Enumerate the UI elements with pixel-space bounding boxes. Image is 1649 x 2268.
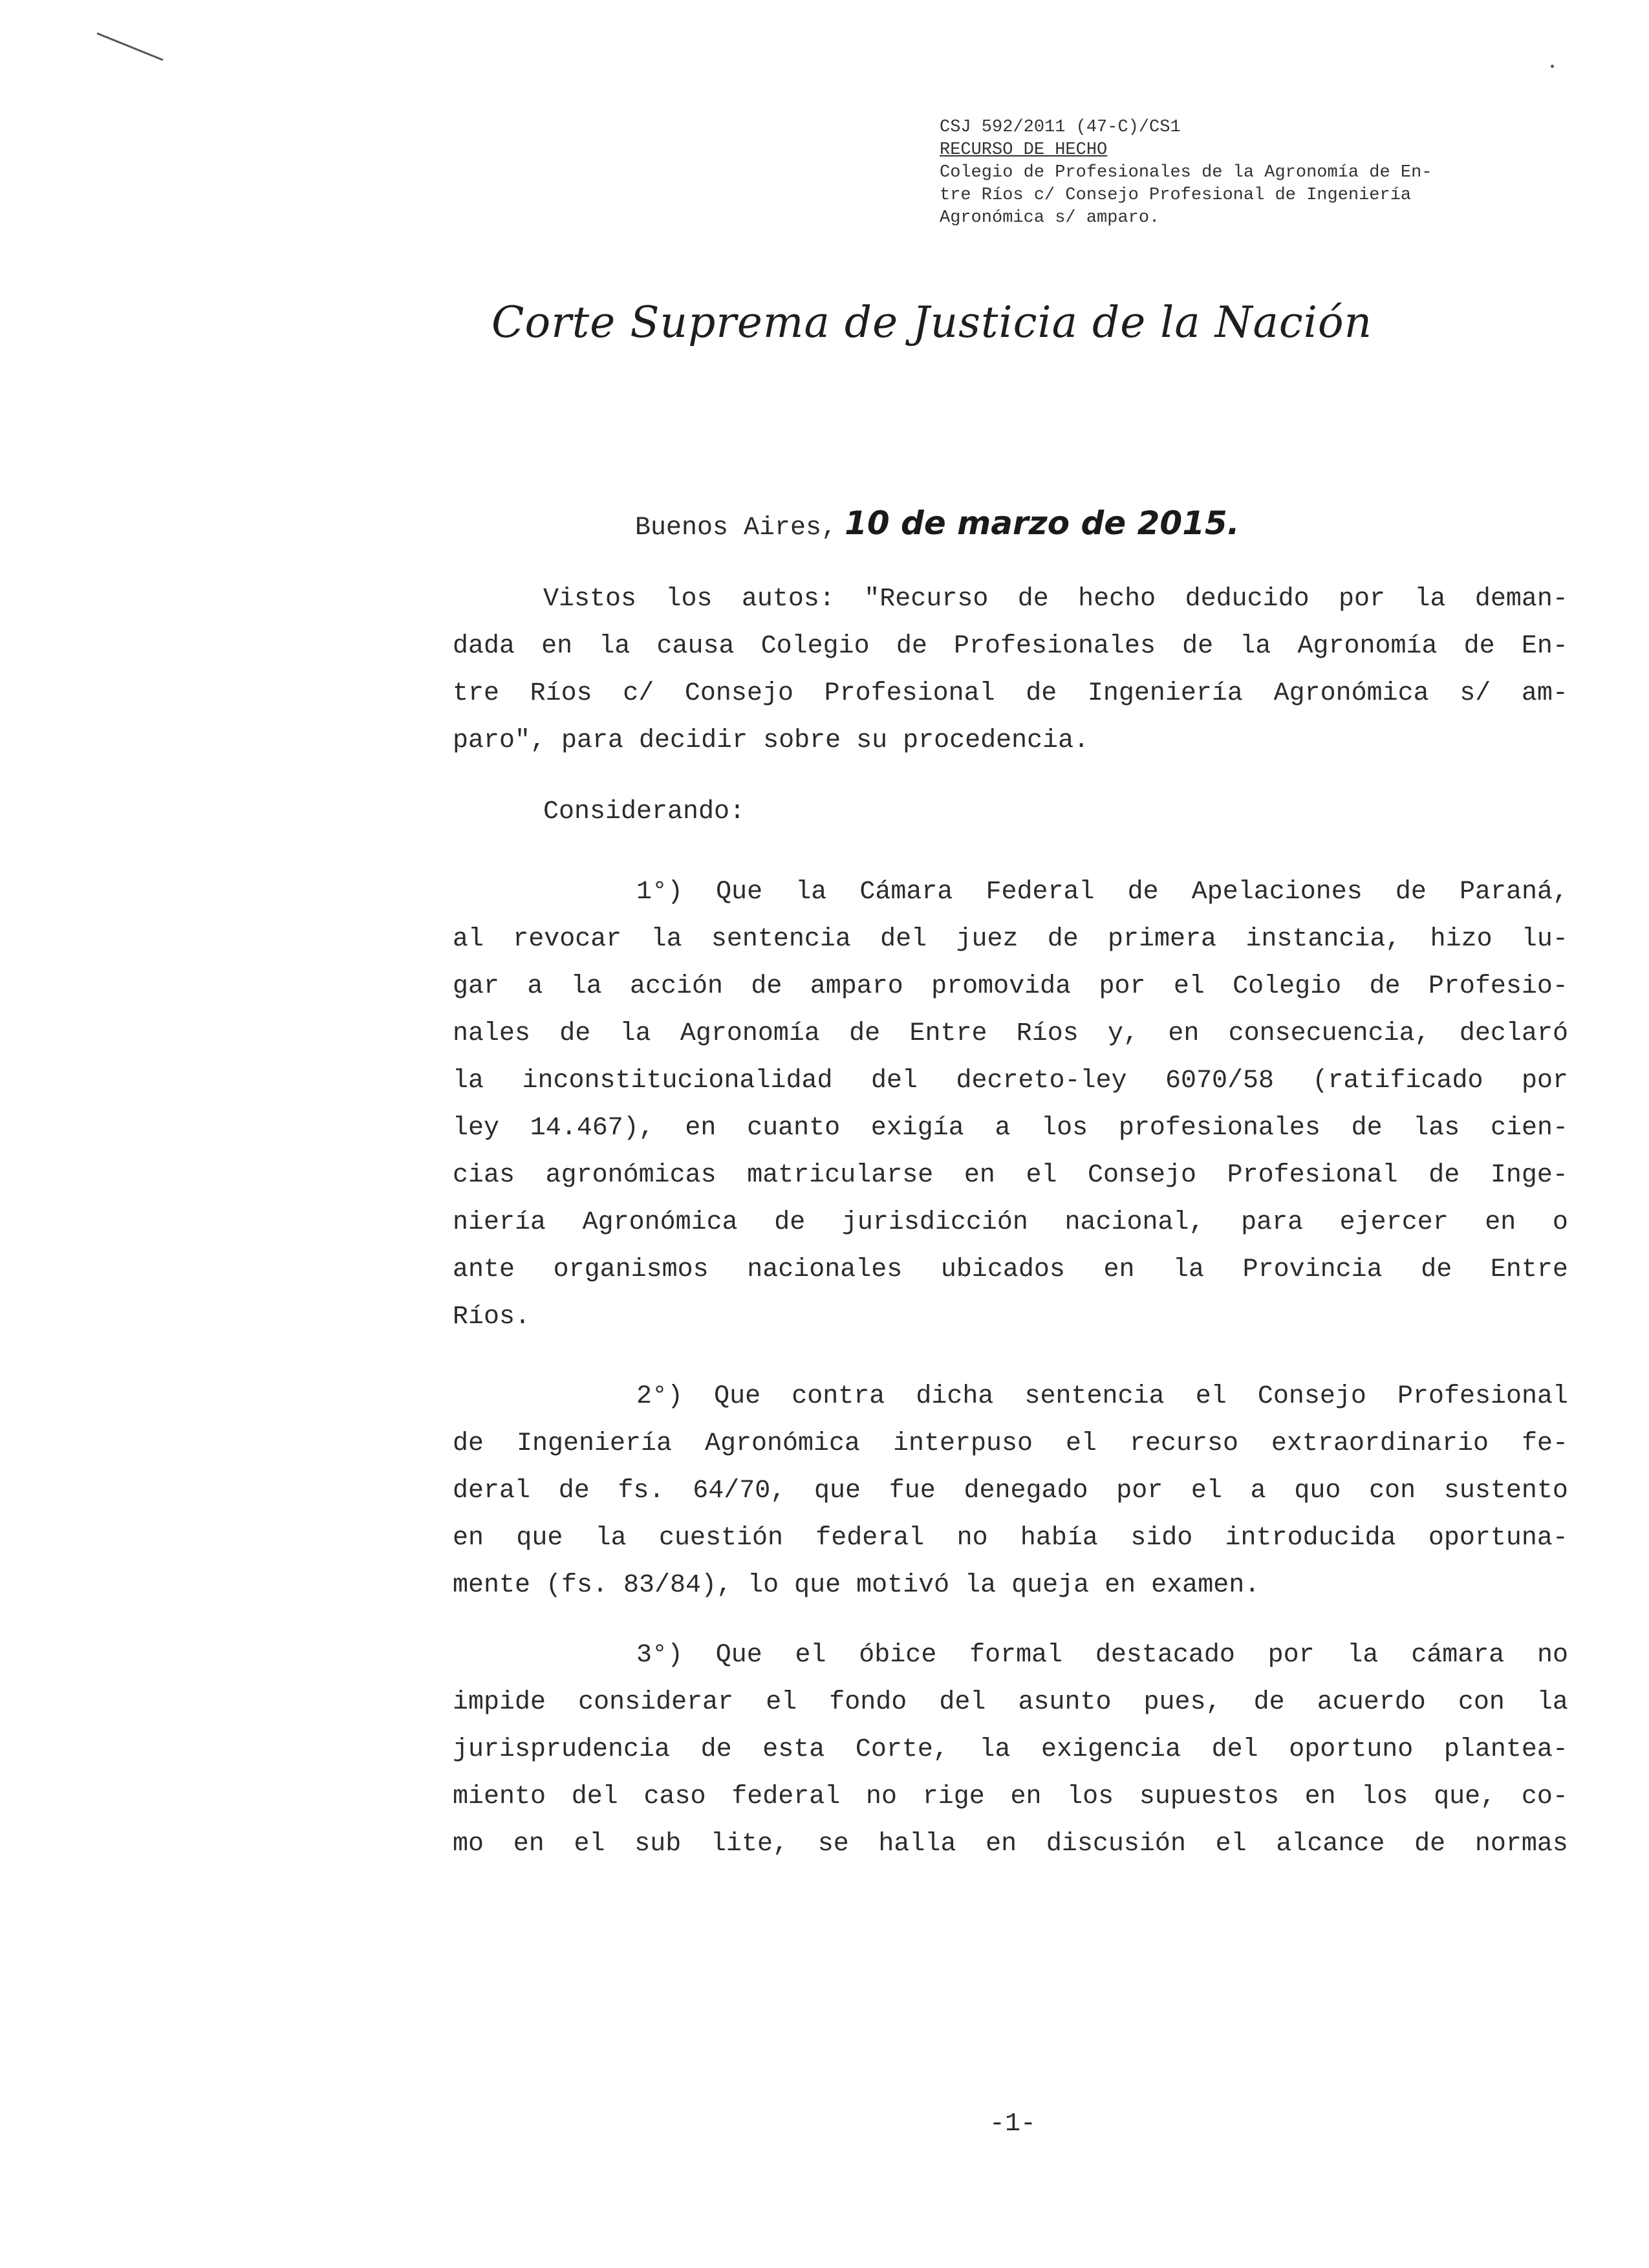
word: en xyxy=(1168,1019,1200,1048)
word: o xyxy=(1552,1208,1568,1237)
word: sentencia xyxy=(711,925,851,954)
date-city: Buenos Aires, xyxy=(635,513,837,543)
word: introducida xyxy=(1225,1524,1396,1553)
word: Profesio- xyxy=(1428,972,1568,1001)
paragraph-line xyxy=(453,1105,1568,1152)
word: dicha xyxy=(916,1382,994,1411)
word: Profesional xyxy=(1397,1382,1568,1411)
paragraph-line xyxy=(453,1467,1568,1515)
vistos-line xyxy=(453,623,1568,670)
word: instancia, xyxy=(1245,925,1401,954)
word: promovida xyxy=(931,972,1072,1001)
word: de xyxy=(1182,632,1214,661)
paragraph-line xyxy=(453,1420,1568,1467)
word: Entre xyxy=(1490,1255,1568,1284)
word: Colegio xyxy=(760,632,870,661)
word: de xyxy=(453,1429,484,1458)
word: sub xyxy=(634,1830,682,1859)
vistos-paragraph xyxy=(453,576,1568,764)
word: Que xyxy=(716,878,763,907)
word: plantea- xyxy=(1443,1735,1568,1764)
word: miento xyxy=(453,1782,546,1811)
word: Ríos xyxy=(530,679,592,708)
word: de xyxy=(751,972,782,1001)
word: Profesional xyxy=(1227,1161,1398,1190)
word: se xyxy=(817,1830,849,1859)
date-line xyxy=(635,504,1240,543)
word: hizo xyxy=(1430,925,1493,954)
word: por xyxy=(1116,1476,1163,1506)
word: la xyxy=(795,878,827,907)
word: del xyxy=(880,925,927,954)
scan-artifact-dot xyxy=(1551,65,1554,68)
word: Consejo xyxy=(1257,1382,1366,1411)
word: de xyxy=(1463,632,1495,661)
word: decreto-ley xyxy=(956,1066,1127,1096)
word: por xyxy=(1339,585,1386,614)
paragraph-line xyxy=(453,916,1568,963)
word: de xyxy=(1395,878,1427,907)
word: Agronómica xyxy=(582,1208,738,1237)
vistos-line xyxy=(453,670,1568,717)
word: Profesionales xyxy=(953,632,1156,661)
paragraph-line xyxy=(453,1199,1568,1246)
word: Cámara xyxy=(859,878,953,907)
word: la xyxy=(1347,1641,1379,1670)
word: Paraná, xyxy=(1459,878,1568,907)
word: había xyxy=(1020,1524,1098,1553)
word: de xyxy=(774,1208,806,1237)
word: en xyxy=(1010,1782,1042,1811)
word: el xyxy=(1026,1161,1057,1190)
word: Consejo xyxy=(1088,1161,1197,1190)
word: no xyxy=(956,1524,988,1553)
word: organismos xyxy=(553,1255,709,1284)
word: Agronomía xyxy=(1297,632,1438,661)
considerando-heading: Considerando: xyxy=(543,797,746,826)
word: Entre xyxy=(909,1019,987,1048)
word: del xyxy=(939,1688,986,1717)
paragraph-line xyxy=(453,1152,1568,1199)
word: en xyxy=(685,1114,717,1143)
word: discusión xyxy=(1046,1830,1186,1859)
word: la xyxy=(1240,632,1271,661)
word: el xyxy=(766,1688,797,1717)
word: asunto xyxy=(1018,1688,1112,1717)
word: revocar xyxy=(513,925,622,954)
paragraph-line xyxy=(453,1679,1568,1726)
word: de xyxy=(700,1735,732,1764)
word: fondo xyxy=(829,1688,907,1717)
paragraph-line: mente (fs. 83/84), lo que motivó la queja en examen. xyxy=(453,1571,1260,1600)
word: acuerdo xyxy=(1317,1688,1426,1717)
word: los xyxy=(665,585,713,614)
word: cuanto xyxy=(747,1114,841,1143)
word: Ríos xyxy=(1016,1019,1079,1048)
word: de xyxy=(1047,925,1079,954)
word: en xyxy=(513,1830,544,1859)
word: la xyxy=(599,632,630,661)
word: dada xyxy=(453,632,515,661)
word: deducido xyxy=(1185,585,1310,614)
word: Corte, xyxy=(855,1735,949,1764)
word: lu- xyxy=(1521,925,1568,954)
word: por xyxy=(1267,1641,1315,1670)
word: jurisprudencia xyxy=(453,1735,671,1764)
word: causa xyxy=(656,632,735,661)
word: el xyxy=(1173,972,1205,1001)
word: alcance xyxy=(1276,1830,1385,1859)
word: cias xyxy=(453,1161,515,1190)
word: Profesional xyxy=(824,679,995,708)
word: Apelaciones xyxy=(1191,878,1363,907)
word: las xyxy=(1413,1114,1460,1143)
word: en xyxy=(986,1830,1017,1859)
case-caption-line-3: Agronómica s/ amparo. xyxy=(940,208,1160,228)
word: lite, xyxy=(710,1830,788,1859)
date-handwritten: 10 de marzo de 2015. xyxy=(845,504,1240,542)
word: profesionales xyxy=(1118,1114,1320,1143)
word: En- xyxy=(1521,632,1568,661)
word: 3°) xyxy=(636,1641,684,1670)
word: primera xyxy=(1108,925,1217,954)
word: al xyxy=(453,925,484,954)
case-caption-line-1: Colegio de Profesionales de la Agronomía de En- xyxy=(940,163,1432,182)
court-title: Corte Suprema de Justicia de la Nación xyxy=(491,297,1373,347)
word: 14.467), xyxy=(530,1114,654,1143)
word: con xyxy=(1369,1476,1416,1506)
word: declaró xyxy=(1459,1019,1568,1048)
word: jurisdicción xyxy=(841,1208,1028,1237)
word: sustento xyxy=(1443,1476,1568,1506)
word: extraordinario xyxy=(1271,1429,1489,1458)
case-header xyxy=(940,116,1509,230)
vistos-line xyxy=(453,576,1568,623)
word: esta xyxy=(762,1735,825,1764)
word: no xyxy=(865,1782,897,1811)
word: normas xyxy=(1474,1830,1568,1859)
word: de xyxy=(1351,1114,1383,1143)
word: en xyxy=(453,1524,484,1553)
word: Inge- xyxy=(1490,1161,1568,1190)
word: contra xyxy=(792,1382,885,1411)
word: Agronómica xyxy=(704,1429,861,1458)
word: a xyxy=(1250,1476,1266,1506)
case-type: RECURSO DE HECHO xyxy=(940,140,1108,160)
word: Provincia xyxy=(1242,1255,1383,1284)
word: am- xyxy=(1521,679,1568,708)
word: sido xyxy=(1130,1524,1193,1553)
word: de xyxy=(849,1019,881,1048)
word: ejercer xyxy=(1339,1208,1449,1237)
word: la xyxy=(1414,585,1446,614)
word: federal xyxy=(731,1782,841,1811)
word: que xyxy=(814,1476,861,1506)
word: quo xyxy=(1294,1476,1341,1506)
word: agronómicas xyxy=(545,1161,717,1190)
paragraph-line xyxy=(453,1726,1568,1773)
word: co- xyxy=(1521,1782,1568,1811)
case-number: CSJ 592/2011 (47-C)/CS1 xyxy=(940,118,1181,137)
word: consecuencia, xyxy=(1228,1019,1430,1048)
word: tre xyxy=(453,679,500,708)
paragraph-line xyxy=(453,1373,1568,1420)
word: pues, xyxy=(1143,1688,1222,1717)
word: con xyxy=(1458,1688,1505,1717)
word: el xyxy=(1215,1830,1247,1859)
paragraph-3 xyxy=(453,1632,1568,1868)
word: de xyxy=(1414,1830,1446,1859)
word: considerar xyxy=(578,1688,734,1717)
word: deral xyxy=(453,1476,531,1506)
word: por xyxy=(1099,972,1146,1001)
word: halla xyxy=(878,1830,956,1859)
word: rige xyxy=(922,1782,985,1811)
word: c/ xyxy=(623,679,654,708)
word: recurso xyxy=(1129,1429,1238,1458)
paragraph-line xyxy=(453,869,1568,916)
word: a xyxy=(527,972,543,1001)
word: de xyxy=(1253,1688,1285,1717)
word: los xyxy=(1361,1782,1408,1811)
word: autos: xyxy=(741,585,835,614)
word: Vistos xyxy=(543,585,637,614)
word: de xyxy=(1127,878,1159,907)
word: 2°) xyxy=(636,1382,684,1411)
word: no xyxy=(1536,1641,1568,1670)
word: s/ xyxy=(1460,679,1491,708)
word: deman- xyxy=(1474,585,1568,614)
word: en xyxy=(541,632,573,661)
paragraph-line xyxy=(453,1010,1568,1057)
word: juez xyxy=(956,925,1018,954)
word: Ingeniería xyxy=(1087,679,1243,708)
word: matricularse xyxy=(747,1161,934,1190)
word: en xyxy=(1485,1208,1516,1237)
word: de xyxy=(1017,585,1049,614)
word: a xyxy=(995,1114,1011,1143)
word: gar xyxy=(453,972,500,1001)
word: Que xyxy=(714,1382,761,1411)
word: en xyxy=(964,1161,995,1190)
word: del xyxy=(871,1066,918,1096)
word: hecho xyxy=(1078,585,1156,614)
word: el xyxy=(574,1830,605,1859)
word: de xyxy=(1026,679,1057,708)
word: 1°) xyxy=(636,878,684,907)
word: la xyxy=(1536,1688,1568,1717)
word: de xyxy=(1421,1255,1452,1284)
word: nacional, xyxy=(1064,1208,1205,1237)
word: en xyxy=(1103,1255,1135,1284)
word: destacado xyxy=(1095,1641,1235,1670)
paragraph-line xyxy=(453,1246,1568,1293)
scan-artifact-mark xyxy=(96,32,163,61)
paragraph-2 xyxy=(453,1373,1568,1609)
word: oportuno xyxy=(1289,1735,1414,1764)
paragraph-line xyxy=(453,1515,1568,1562)
word: acción xyxy=(630,972,724,1001)
word: en xyxy=(1304,1782,1336,1811)
word: Federal xyxy=(986,878,1095,907)
word: los xyxy=(1041,1114,1088,1143)
word: la xyxy=(979,1735,1011,1764)
word: cuestión xyxy=(658,1524,783,1553)
word: del xyxy=(1211,1735,1258,1764)
word: el xyxy=(1065,1429,1097,1458)
word: oportuna- xyxy=(1428,1524,1568,1553)
word: la xyxy=(1173,1255,1205,1284)
word: de xyxy=(558,1476,590,1506)
word: ubicados xyxy=(940,1255,1065,1284)
word: el xyxy=(1195,1382,1227,1411)
word: ante xyxy=(453,1255,515,1284)
word: que xyxy=(516,1524,563,1553)
word: mo xyxy=(453,1830,484,1859)
word: 6070/58 xyxy=(1165,1066,1274,1096)
word: Colegio xyxy=(1233,972,1342,1001)
word: (ratificado xyxy=(1312,1066,1483,1096)
word: Ingeniería xyxy=(516,1429,673,1458)
word: exigía xyxy=(870,1114,964,1143)
word: interpuso xyxy=(892,1429,1033,1458)
paragraph-line xyxy=(453,1632,1568,1679)
word: formal xyxy=(969,1641,1063,1670)
word: de xyxy=(1369,972,1401,1001)
word: del xyxy=(571,1782,618,1811)
word: que, xyxy=(1434,1782,1496,1811)
paragraph-1 xyxy=(453,869,1568,1341)
word: fs. xyxy=(618,1476,665,1506)
word: caso xyxy=(643,1782,706,1811)
word: exigencia xyxy=(1041,1735,1181,1764)
word: amparo xyxy=(810,972,903,1001)
word: cien- xyxy=(1490,1114,1568,1143)
paragraph-line xyxy=(453,963,1568,1010)
paragraph-line: Ríos. xyxy=(453,1302,531,1332)
word: nacionales xyxy=(747,1255,903,1284)
word: y, xyxy=(1108,1019,1139,1048)
word: denegado xyxy=(964,1476,1088,1506)
word: la xyxy=(595,1524,627,1553)
word: la xyxy=(620,1019,651,1048)
word: fe- xyxy=(1521,1429,1568,1458)
case-caption-line-2: tre Ríos c/ Consejo Profesional de Ingeniería xyxy=(940,186,1412,205)
word: fue xyxy=(889,1476,936,1506)
word: supuestos xyxy=(1139,1782,1279,1811)
word: Consejo xyxy=(684,679,793,708)
word: inconstitucionalidad xyxy=(522,1066,833,1096)
word: la xyxy=(651,925,682,954)
word: el xyxy=(795,1641,826,1670)
word: impide xyxy=(453,1688,546,1717)
word: ley xyxy=(453,1114,500,1143)
paragraph-line xyxy=(453,1773,1568,1820)
word: 64/70, xyxy=(693,1476,786,1506)
word: por xyxy=(1521,1066,1568,1096)
word: óbice xyxy=(859,1641,937,1670)
paragraph-line xyxy=(453,1057,1568,1105)
word: la xyxy=(453,1066,484,1096)
word: federal xyxy=(815,1524,925,1553)
word: Que xyxy=(715,1641,762,1670)
word: de xyxy=(559,1019,591,1048)
word: sentencia xyxy=(1024,1382,1165,1411)
word: Agronómica xyxy=(1273,679,1429,708)
word: la xyxy=(570,972,602,1001)
vistos-line: paro", para decidir sobre su procedencia. xyxy=(453,726,1090,755)
word: "Recurso xyxy=(864,585,989,614)
paragraph-line xyxy=(453,1820,1568,1868)
word: niería xyxy=(453,1208,546,1237)
word: de xyxy=(1428,1161,1460,1190)
page-number: -1- xyxy=(989,2110,1037,2139)
word: Agronomía xyxy=(680,1019,820,1048)
word: cámara xyxy=(1411,1641,1505,1670)
word: el xyxy=(1191,1476,1222,1506)
word: para xyxy=(1241,1208,1304,1237)
word: de xyxy=(896,632,927,661)
word: nales xyxy=(453,1019,531,1048)
word: los xyxy=(1067,1782,1114,1811)
